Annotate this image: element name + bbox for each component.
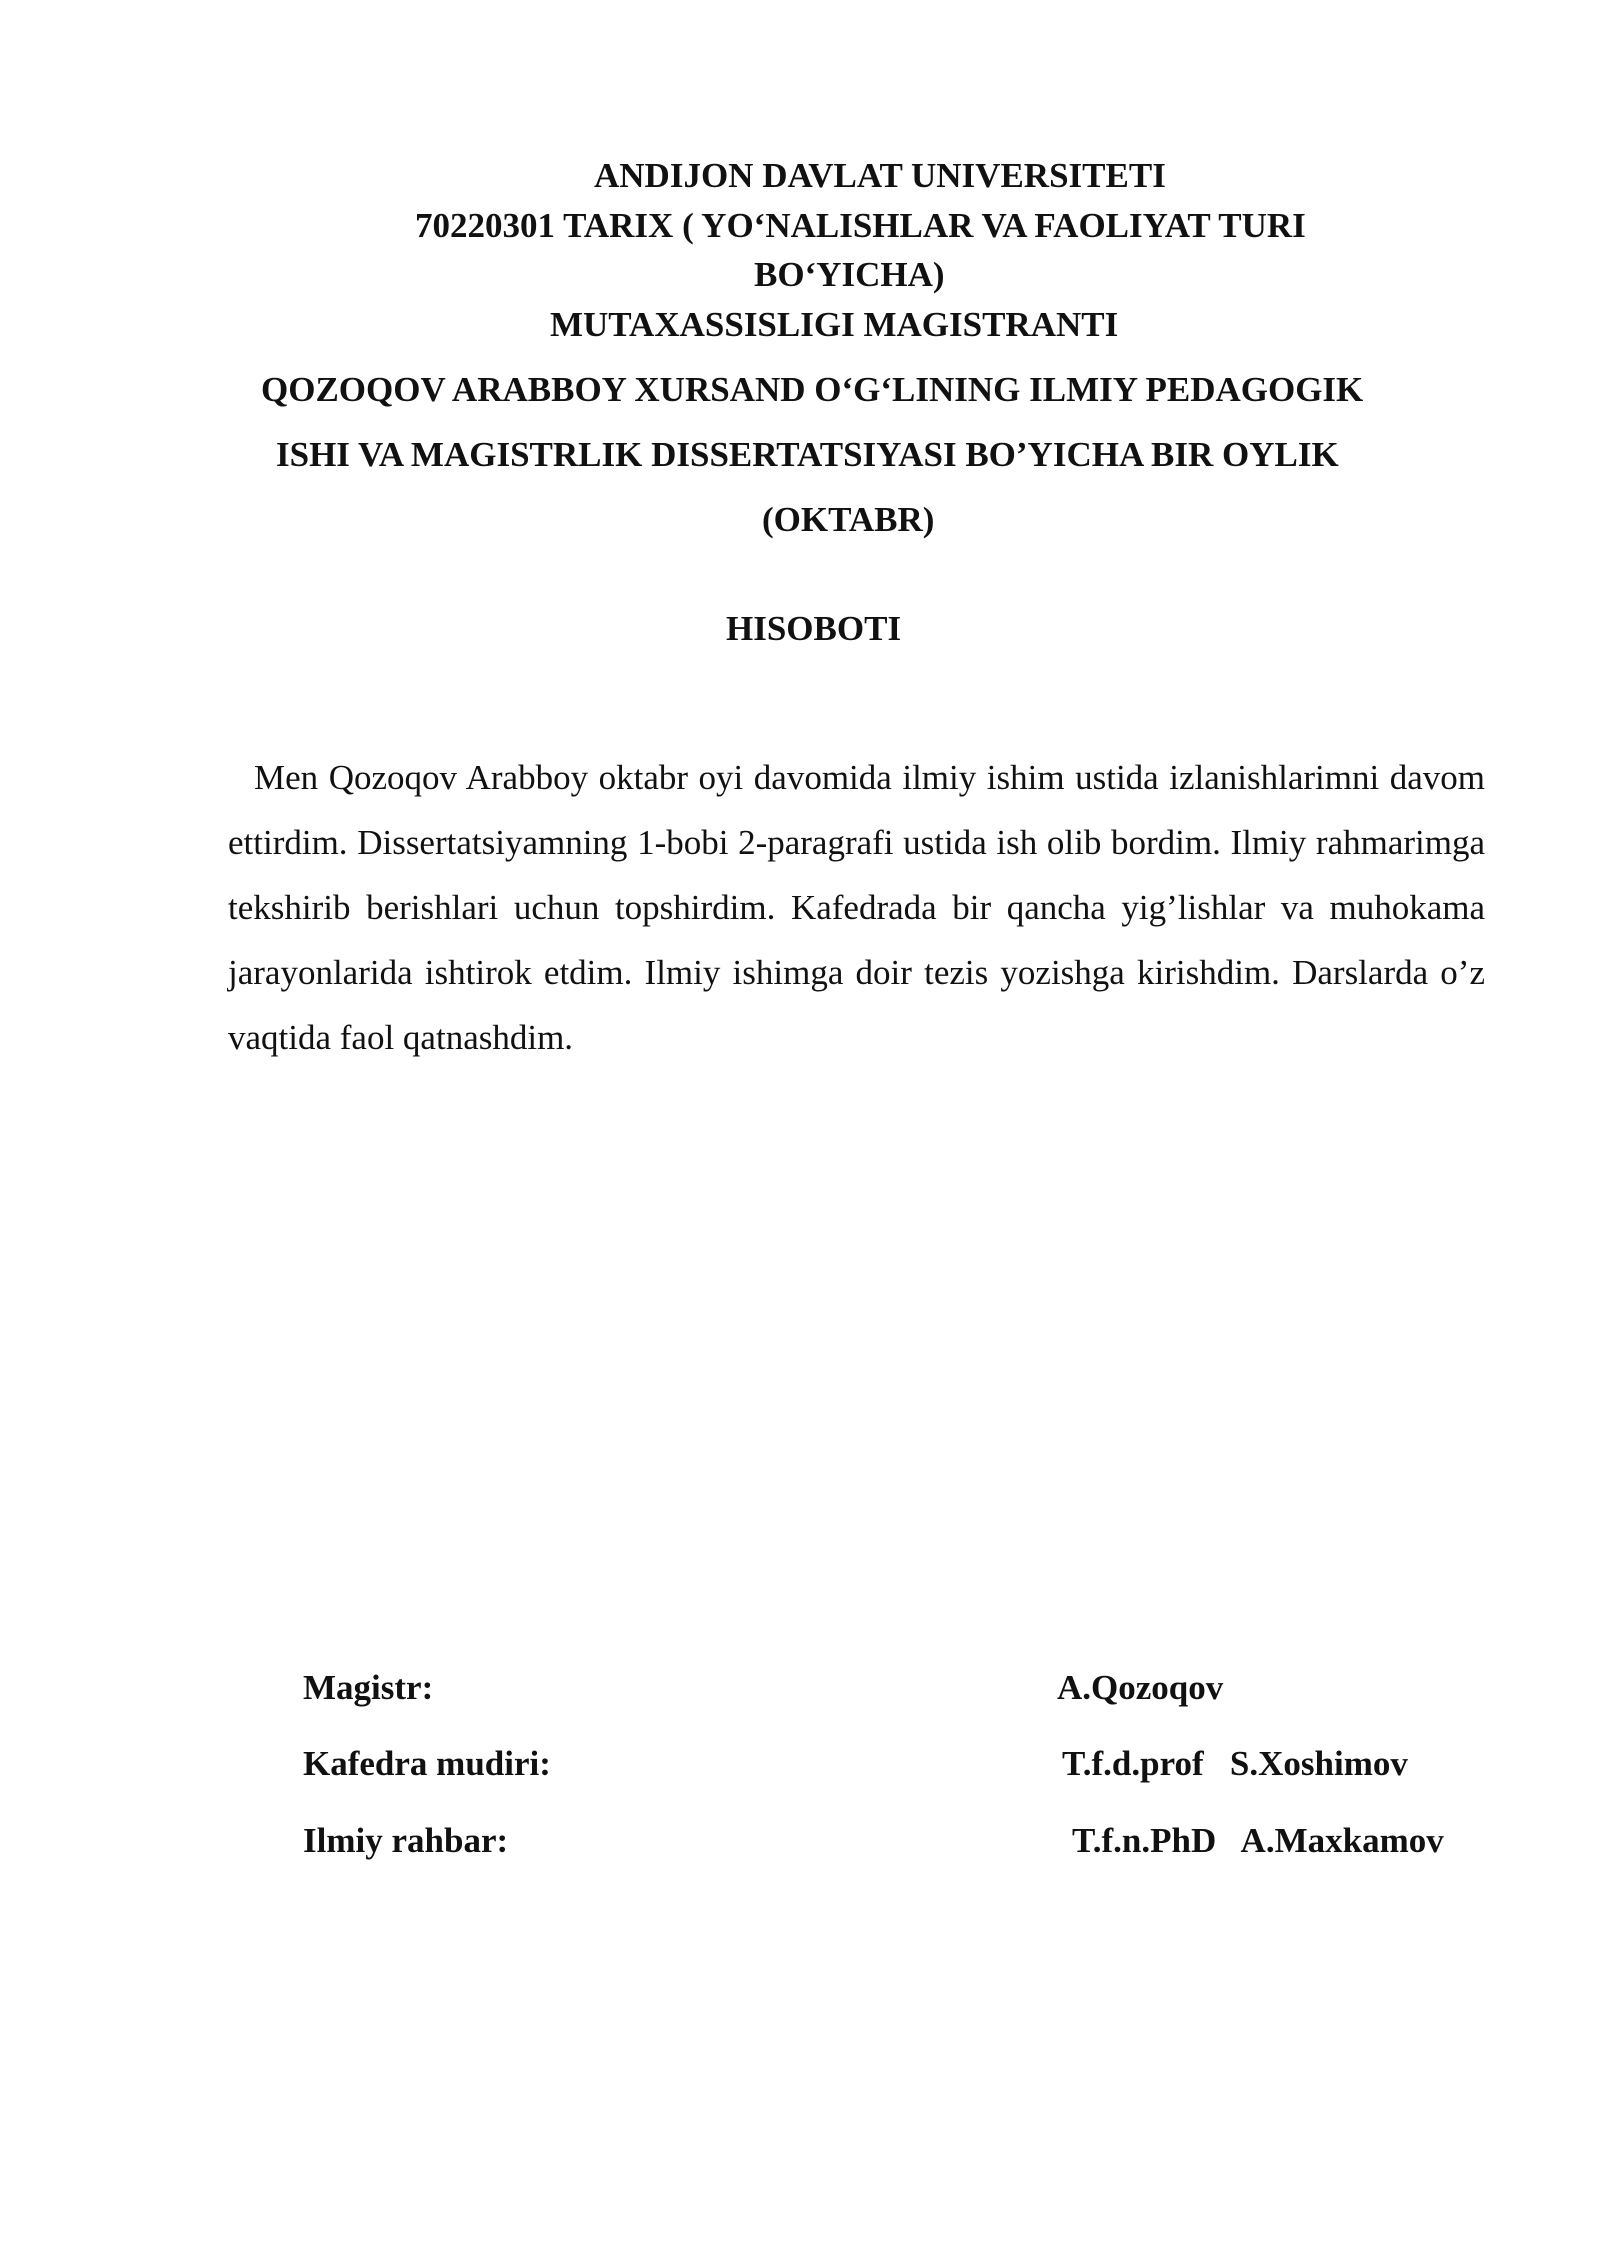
signature-row-rahbar: [0, 1823, 1600, 1873]
specialty-line-1: 70220301 TARIX ( YO‘NALISHLAR VA FAOLIYAT TURI: [415, 206, 1306, 245]
report-title-line-3: (OKTABR): [762, 500, 935, 539]
specialty-line-3: MUTAXASSISLIGI MAGISTRANTI: [550, 305, 1119, 344]
signature-value: A.Qozoqov: [1057, 1668, 1224, 1707]
signature-value: T.f.d.prof S.Xoshimov: [1062, 1744, 1408, 1783]
signature-label: Ilmiy rahbar:: [303, 1821, 509, 1860]
university-name: ANDIJON DAVLAT UNIVERSITETI: [594, 156, 1166, 195]
signature-row-kafedra: [0, 1746, 1600, 1796]
report-paragraph: Men Qozoqov Arabboy oktabr oyi davomida ilmiy ishim ustida izlanishlarimni davom ettirdim. Dissertatsiyamning 1-bobi 2-paragrafi ustida ish olib bordim. Ilmiy rahmarimga tekshirib berishlari uchun topshirdim. Kafedrada bir qancha yig’lishlar va muhokama jarayonlarida ishtirok etdim. Ilmiy ishimga doir tezis yozishga kirishdim. Darslarda o’z vaqtida faol qatnashdim.: [228, 758, 1485, 1057]
report-title-line-2: ISHI VA MAGISTRLIK DISSERTATSIYASI BO’YICHA BIR OYLIK: [276, 435, 1339, 474]
signature-label: Kafedra mudiri:: [303, 1744, 551, 1783]
signature-label: Magistr:: [303, 1668, 434, 1707]
report-title-line-1: QOZOQOV ARABBOY XURSAND O‘G‘LINING ILMIY PEDAGOGIK: [261, 370, 1364, 409]
report-word: HISOBOTI: [726, 609, 902, 648]
specialty-line-2: BO‘YICHA): [754, 255, 945, 294]
signature-value: T.f.n.PhD A.Maxkamov: [1072, 1821, 1444, 1860]
signature-row-magistr: [0, 1670, 1600, 1720]
